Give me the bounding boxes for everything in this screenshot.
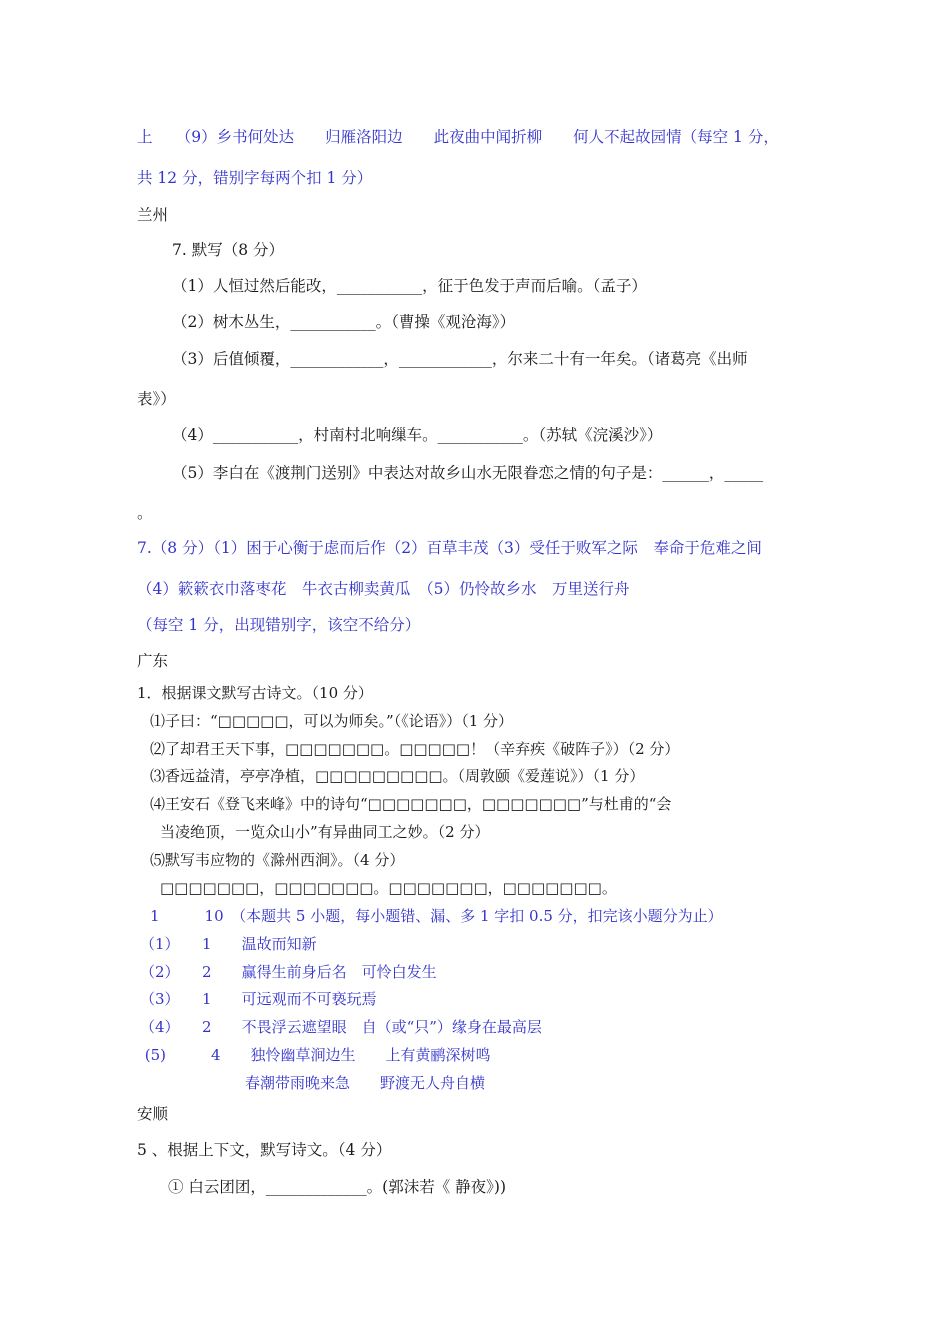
guangdong-item-4-cont: 当凌绝顶，一览众山小”有异曲同工之妙。（2 分） xyxy=(160,823,490,841)
guangdong-item-3: ⑶香远益清，亭亭净植，□□□□□□□□□。（周敦颐《爱莲说》）（1 分） xyxy=(150,767,645,785)
lanzhou-item-5: （5）李白在《渡荆门送别》中表达对故乡山水无限眷恋之情的句子是：______，_____ xyxy=(172,464,764,482)
lanzhou-item-3: （3）后值倾覆，____________，____________，尔来二十有一年矣。（诸葛亮《出师 xyxy=(172,350,748,368)
guangdong-item-1: ⑴子曰：“□□□□□，可以为师矣。”（《论语》）（1 分） xyxy=(150,712,514,730)
guangdong-answer-4: （4） 2 不畏浮云遮望眼 自（或“只”）缘身在最高层 xyxy=(140,1018,542,1036)
anshun-item-1: ① 白云团团，_____________。(郭沫若《 静夜》)) xyxy=(168,1178,506,1196)
top-answer-line-1: 上 （9）乡书何处达 归雁洛阳边 此夜曲中闻折柳 何人不起故园情（每空 1 分， xyxy=(137,128,779,146)
region-lanzhou: 兰州 xyxy=(137,206,169,224)
lanzhou-question-title: 7. 默写（8 分） xyxy=(172,241,285,259)
guangdong-answer-1: （1） 1 温故而知新 xyxy=(140,935,317,953)
guangdong-item-5: ⑸默写韦应物的《滁州西涧》。（4 分） xyxy=(150,851,405,869)
lanzhou-item-5-cont: 。 xyxy=(137,504,153,522)
guangdong-answer-2: （2） 2 赢得生前身后名 可怜白发生 xyxy=(140,963,437,981)
guangdong-answer-3: （3） 1 可远观而不可亵玩焉 xyxy=(140,990,377,1008)
guangdong-item-2: ⑵了却君王天下事，□□□□□□□。□□□□□！（辛弃疾《破阵子》）（2 分） xyxy=(150,740,680,758)
lanzhou-item-4: （4）___________，村南村北响缫车。___________。（苏轼《浣溪沙》） xyxy=(172,426,663,444)
guangdong-question-title: 1．根据课文默写古诗文。（10 分） xyxy=(137,684,373,702)
guangdong-answer-header: 1 10 （本题共 5 小题，每小题错、漏、多 1 字扣 0.5 分，扣完该小题分为止） xyxy=(150,907,723,925)
guangdong-answer-5: (5) 4 独怜幽草涧边生 上有黄鹂深树鸣 xyxy=(140,1046,491,1064)
lanzhou-item-2: （2）树木丛生，___________。（曹操《观沧海》） xyxy=(172,313,516,331)
anshun-question-title: 5 、根据上下文，默写诗文。（4 分） xyxy=(137,1141,392,1159)
top-answer-line-2: 共 12 分，错别字每两个扣 1 分） xyxy=(137,169,373,187)
lanzhou-answer-1: 7.（8 分）（1）困于心衡于虑而后作（2）百草丰茂（3）受任于败军之际 奉命于危难之间 xyxy=(137,539,762,557)
lanzhou-item-3-cont: 表》） xyxy=(137,390,176,408)
guangdong-item-4: ⑷王安石《登飞来峰》中的诗句“□□□□□□□，□□□□□□□”与杜甫的“会 xyxy=(150,795,672,813)
lanzhou-answer-3: （每空 1 分，出现错别字，该空不给分） xyxy=(137,616,421,634)
guangdong-answer-5-cont: 春潮带雨晚来急 野渡无人舟自横 xyxy=(140,1074,486,1092)
region-anshun: 安顺 xyxy=(137,1105,169,1123)
region-guangdong: 广东 xyxy=(137,652,169,670)
lanzhou-answer-2: （4）簌簌衣巾落枣花 牛衣古柳卖黄瓜 （5）仍怜故乡水 万里送行舟 xyxy=(137,580,630,598)
lanzhou-item-1: （1）人恒过然后能改，___________，征于色发于声而后喻。（孟子） xyxy=(172,277,647,295)
guangdong-item-5-blanks: □□□□□□□，□□□□□□□。□□□□□□□，□□□□□□□。 xyxy=(160,879,617,897)
